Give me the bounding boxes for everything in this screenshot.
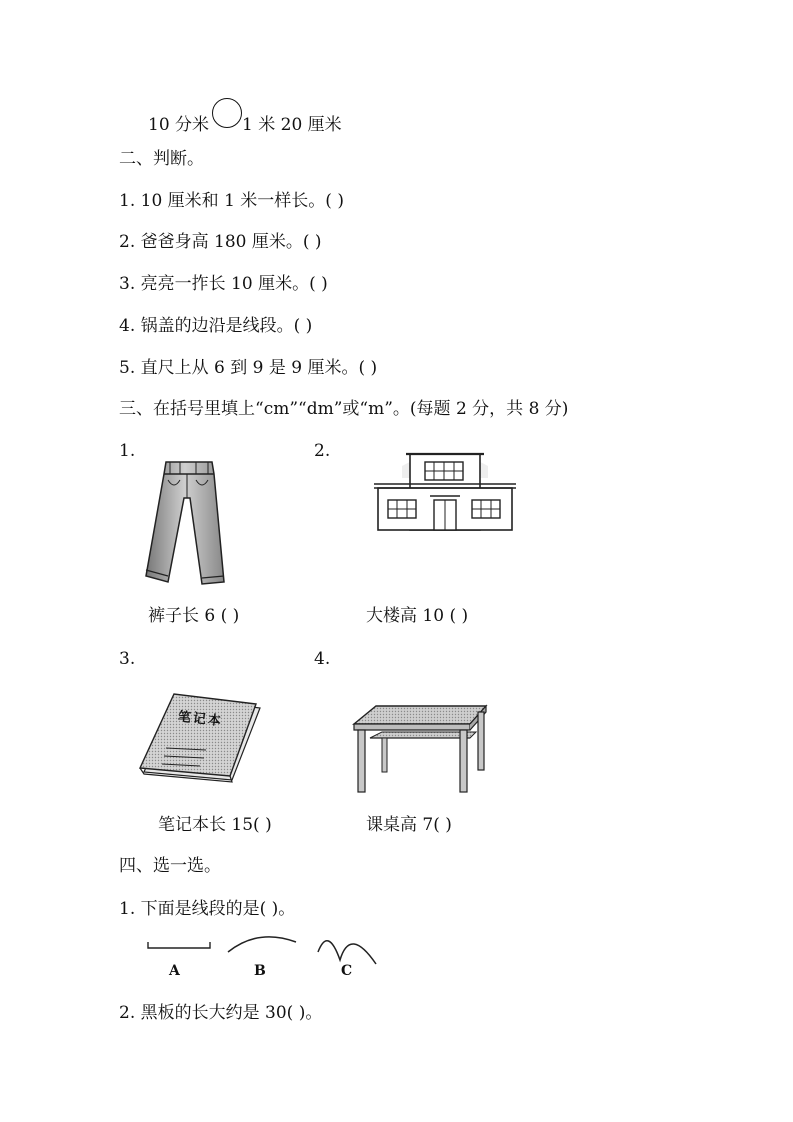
judge-item-1: 1. 10 厘米和 1 米一样长。( ) xyxy=(119,191,344,211)
option-c-label: C xyxy=(341,963,353,979)
line-segment-shape-a xyxy=(146,940,212,954)
judge-item-3: 3. 亮亮一拃长 10 厘米。( ) xyxy=(119,274,328,294)
item-number-3: 3. xyxy=(119,649,136,669)
section4-heading: 四、选一选。 xyxy=(119,856,221,876)
building-icon xyxy=(372,448,518,536)
caption-notebook: 笔记本长 15( ) xyxy=(158,815,272,835)
item-number-4: 4. xyxy=(314,649,331,669)
compare-right: 1 米 20 厘米 xyxy=(242,115,342,135)
notebook-icon xyxy=(136,690,262,784)
judge-item-4: 4. 锅盖的边沿是线段。( ) xyxy=(119,316,313,336)
item-number-2: 2. xyxy=(314,441,331,461)
choice-question-1: 1. 下面是线段的是( )。 xyxy=(119,899,296,919)
section2-heading: 二、判断。 xyxy=(119,149,204,169)
judge-item-2: 2. 爸爸身高 180 厘米。( ) xyxy=(119,232,322,252)
compare-circle-blank[interactable] xyxy=(212,98,242,128)
pants-icon xyxy=(140,458,230,588)
judge-item-5: 5. 直尺上从 6 到 9 是 9 厘米。( ) xyxy=(119,358,378,378)
arc-shape-c xyxy=(314,930,386,966)
caption-desk: 课桌高 7( ) xyxy=(366,815,452,835)
section3-heading: 三、在括号里填上“cm”“dm”或“m”。(每题 2 分，共 8 分) xyxy=(119,399,569,419)
choice-question-2: 2. 黑板的长大约是 30( )。 xyxy=(119,1003,323,1023)
option-b-label: B xyxy=(254,963,266,979)
caption-building: 大楼高 10 ( ) xyxy=(366,606,469,626)
caption-pants: 裤子长 6 ( ) xyxy=(148,606,240,626)
notebook-cover-text: 笔记本 xyxy=(177,709,224,730)
option-a-label: A xyxy=(169,963,180,979)
curve-shape-b xyxy=(224,932,300,956)
item-number-1: 1. xyxy=(119,441,136,461)
desk-icon xyxy=(352,704,492,796)
compare-left: 10 分米 xyxy=(148,115,210,135)
